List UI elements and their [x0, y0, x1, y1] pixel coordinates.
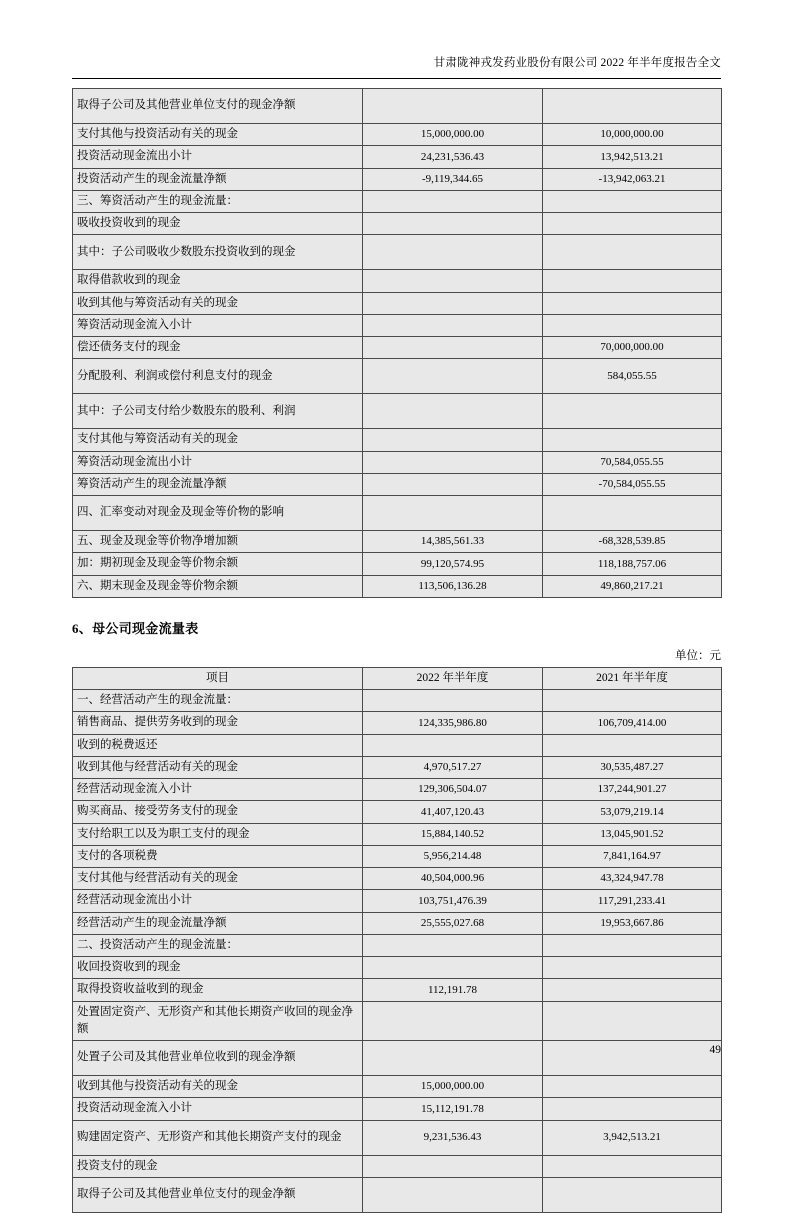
table-row: [73, 912, 722, 934]
row-label: 购买商品、接受劳务支付的现金: [73, 801, 363, 823]
table-row: [73, 1098, 722, 1120]
row-value-prior: [543, 934, 722, 956]
table-row: [73, 359, 722, 394]
row-label: 支付给职工以及为职工支付的现金: [73, 823, 363, 845]
unit-label: 单位：元: [675, 649, 721, 662]
row-value-prior: [543, 1076, 722, 1098]
table-row: [73, 429, 722, 451]
table-row: [73, 190, 722, 212]
row-value-prior: [543, 190, 722, 212]
table-row: [73, 451, 722, 473]
row-label: 六、期末现金及现金等价物余额: [73, 575, 363, 597]
row-value-prior: [543, 979, 722, 1001]
row-label: 分配股利、利润或偿付利息支付的现金: [73, 359, 363, 394]
row-label: 其中：子公司吸收少数股东投资收到的现金: [73, 235, 363, 270]
row-value-current: [363, 690, 543, 712]
row-value-current: 15,884,140.52: [363, 823, 543, 845]
table-row: [73, 1155, 722, 1177]
row-value-current: [363, 190, 543, 212]
row-label: 筹资活动产生的现金流量净额: [73, 473, 363, 495]
row-value-current: 15,000,000.00: [363, 1076, 543, 1098]
row-value-current: 124,335,986.80: [363, 712, 543, 734]
page-content: [72, 88, 721, 1213]
row-value-prior: 49,860,217.21: [543, 575, 722, 597]
column-header: 2022 年半年度: [363, 667, 543, 689]
row-value-prior: 30,535,487.27: [543, 756, 722, 778]
table-row: [73, 801, 722, 823]
table-row: [73, 979, 722, 1001]
row-label: 收到其他与筹资活动有关的现金: [73, 292, 363, 314]
row-value-prior: [543, 1041, 722, 1076]
row-value-current: [363, 934, 543, 956]
row-label: 筹资活动现金流出小计: [73, 451, 363, 473]
table-row: [73, 756, 722, 778]
row-value-current: 40,504,000.96: [363, 868, 543, 890]
row-value-current: [363, 292, 543, 314]
row-value-current: 41,407,120.43: [363, 801, 543, 823]
table-row: [73, 1120, 722, 1155]
row-label: 收到其他与经营活动有关的现金: [73, 756, 363, 778]
row-value-current: [363, 957, 543, 979]
row-label: 支付的各项税费: [73, 845, 363, 867]
row-value-prior: [543, 394, 722, 429]
row-label: 取得投资收益收到的现金: [73, 979, 363, 1001]
table-row: [73, 168, 722, 190]
table-row: [73, 712, 722, 734]
row-value-prior: 70,584,055.55: [543, 451, 722, 473]
page-header: 甘肃陇神戎发药业股份有限公司 2022 年半年度报告全文: [433, 57, 721, 69]
row-value-current: [363, 1177, 543, 1212]
row-label: 投资活动现金流入小计: [73, 1098, 363, 1120]
row-value-current: [363, 337, 543, 359]
table-row: [73, 690, 722, 712]
row-label: 二、投资活动产生的现金流量：: [73, 934, 363, 956]
row-value-current: [363, 451, 543, 473]
header-rule: [72, 78, 721, 79]
table-row: [73, 957, 722, 979]
row-value-current: [363, 1001, 543, 1041]
row-label: 一、经营活动产生的现金流量：: [73, 690, 363, 712]
row-label: 收到其他与投资活动有关的现金: [73, 1076, 363, 1098]
table-row: [73, 146, 722, 168]
row-value-current: 113,506,136.28: [363, 575, 543, 597]
row-value-prior: [543, 496, 722, 531]
table-row: [73, 779, 722, 801]
section-heading: 6、母公司现金流量表: [72, 620, 199, 636]
row-value-current: [363, 270, 543, 292]
row-label: 取得子公司及其他营业单位支付的现金净额: [73, 89, 363, 124]
row-label: 投资支付的现金: [73, 1155, 363, 1177]
row-value-prior: 10,000,000.00: [543, 124, 722, 146]
row-value-current: [363, 1041, 543, 1076]
row-label: 处置子公司及其他营业单位收到的现金净额: [73, 1041, 363, 1076]
row-value-current: [363, 1155, 543, 1177]
row-value-prior: 13,942,513.21: [543, 146, 722, 168]
row-label: 偿还债务支付的现金: [73, 337, 363, 359]
table-row: [73, 934, 722, 956]
row-value-current: 5,956,214.48: [363, 845, 543, 867]
row-value-prior: [543, 429, 722, 451]
row-value-prior: [543, 1155, 722, 1177]
table-row: [73, 1177, 722, 1212]
row-value-current: 14,385,561.33: [363, 531, 543, 553]
table-row: [73, 496, 722, 531]
row-value-prior: [543, 734, 722, 756]
row-label: 其中：子公司支付给少数股东的股利、利润: [73, 394, 363, 429]
row-label: 投资活动现金流出小计: [73, 146, 363, 168]
row-value-current: [363, 235, 543, 270]
table-row: [73, 394, 722, 429]
row-value-current: 129,306,504.07: [363, 779, 543, 801]
row-value-current: [363, 359, 543, 394]
row-label: 支付其他与经营活动有关的现金: [73, 868, 363, 890]
row-value-current: [363, 314, 543, 336]
table-row: [73, 823, 722, 845]
row-label: 购建固定资产、无形资产和其他长期资产支付的现金: [73, 1120, 363, 1155]
table-row: [73, 845, 722, 867]
row-label: 处置固定资产、无形资产和其他长期资产收回的现金净额: [73, 1001, 363, 1041]
row-label: 销售商品、提供劳务收到的现金: [73, 712, 363, 734]
row-value-prior: 43,324,947.78: [543, 868, 722, 890]
row-label: 四、汇率变动对现金及现金等价物的影响: [73, 496, 363, 531]
row-value-prior: [543, 89, 722, 124]
table-row: [73, 213, 722, 235]
table-row: [73, 473, 722, 495]
row-value-prior: 19,953,667.86: [543, 912, 722, 934]
row-value-current: 15,112,191.78: [363, 1098, 543, 1120]
row-value-prior: 117,291,233.41: [543, 890, 722, 912]
table-row: [73, 337, 722, 359]
row-label: 收回投资收到的现金: [73, 957, 363, 979]
row-value-prior: -70,584,055.55: [543, 473, 722, 495]
row-value-current: [363, 473, 543, 495]
row-value-prior: 53,079,219.14: [543, 801, 722, 823]
row-label: 经营活动现金流入小计: [73, 779, 363, 801]
consolidated-cash-flow-table: [72, 88, 722, 598]
row-value-prior: [543, 314, 722, 336]
row-label: 收到的税费返还: [73, 734, 363, 756]
table-row: [73, 1001, 722, 1041]
row-value-prior: [543, 292, 722, 314]
column-header: 2021 年半年度: [543, 667, 722, 689]
row-value-prior: 106,709,414.00: [543, 712, 722, 734]
row-value-prior: [543, 1001, 722, 1041]
row-label: 三、筹资活动产生的现金流量：: [73, 190, 363, 212]
row-value-current: 4,970,517.27: [363, 756, 543, 778]
row-value-current: [363, 429, 543, 451]
row-value-prior: -13,942,063.21: [543, 168, 722, 190]
row-value-current: 24,231,536.43: [363, 146, 543, 168]
table-row: [73, 292, 722, 314]
row-value-current: [363, 213, 543, 235]
row-value-prior: 70,000,000.00: [543, 337, 722, 359]
row-value-current: [363, 89, 543, 124]
row-value-prior: [543, 235, 722, 270]
row-label: 吸收投资收到的现金: [73, 213, 363, 235]
table-row: [73, 531, 722, 553]
table-row: [73, 868, 722, 890]
table-row: [73, 124, 722, 146]
table-row: [73, 89, 722, 124]
parent-cash-flow-table: [72, 667, 722, 1213]
row-value-current: -9,119,344.65: [363, 168, 543, 190]
table-row: [73, 734, 722, 756]
row-value-prior: 3,942,513.21: [543, 1120, 722, 1155]
row-value-prior: [543, 270, 722, 292]
table-row: [73, 553, 722, 575]
row-label: 支付其他与筹资活动有关的现金: [73, 429, 363, 451]
row-value-prior: [543, 690, 722, 712]
row-label: 取得借款收到的现金: [73, 270, 363, 292]
row-value-current: 9,231,536.43: [363, 1120, 543, 1155]
row-value-current: 103,751,476.39: [363, 890, 543, 912]
row-label: 投资活动产生的现金流量净额: [73, 168, 363, 190]
row-value-current: [363, 496, 543, 531]
row-value-current: [363, 394, 543, 429]
page-number: 49: [709, 1044, 721, 1056]
row-value-prior: 137,244,901.27: [543, 779, 722, 801]
row-value-prior: [543, 1098, 722, 1120]
row-value-current: 112,191.78: [363, 979, 543, 1001]
row-value-prior: 584,055.55: [543, 359, 722, 394]
table-row: [73, 575, 722, 597]
row-value-prior: -68,328,539.85: [543, 531, 722, 553]
column-header: 项目: [73, 667, 363, 689]
row-value-current: [363, 734, 543, 756]
row-value-prior: 7,841,164.97: [543, 845, 722, 867]
row-value-prior: 118,188,757.06: [543, 553, 722, 575]
row-label: 经营活动产生的现金流量净额: [73, 912, 363, 934]
table-row: [73, 1041, 722, 1076]
row-value-current: 25,555,027.68: [363, 912, 543, 934]
row-value-current: 99,120,574.95: [363, 553, 543, 575]
row-label: 经营活动现金流出小计: [73, 890, 363, 912]
row-label: 筹资活动现金流入小计: [73, 314, 363, 336]
row-label: 五、现金及现金等价物净增加额: [73, 531, 363, 553]
row-label: 取得子公司及其他营业单位支付的现金净额: [73, 1177, 363, 1212]
table-row: [73, 314, 722, 336]
row-value-current: 15,000,000.00: [363, 124, 543, 146]
row-label: 加：期初现金及现金等价物余额: [73, 553, 363, 575]
table-row: [73, 235, 722, 270]
row-value-prior: [543, 1177, 722, 1212]
row-value-prior: [543, 957, 722, 979]
row-value-prior: [543, 213, 722, 235]
table-row: [73, 890, 722, 912]
row-value-prior: 13,045,901.52: [543, 823, 722, 845]
table-row: [73, 270, 722, 292]
table-header-row: [73, 667, 722, 689]
row-label: 支付其他与投资活动有关的现金: [73, 124, 363, 146]
table-row: [73, 1076, 722, 1098]
